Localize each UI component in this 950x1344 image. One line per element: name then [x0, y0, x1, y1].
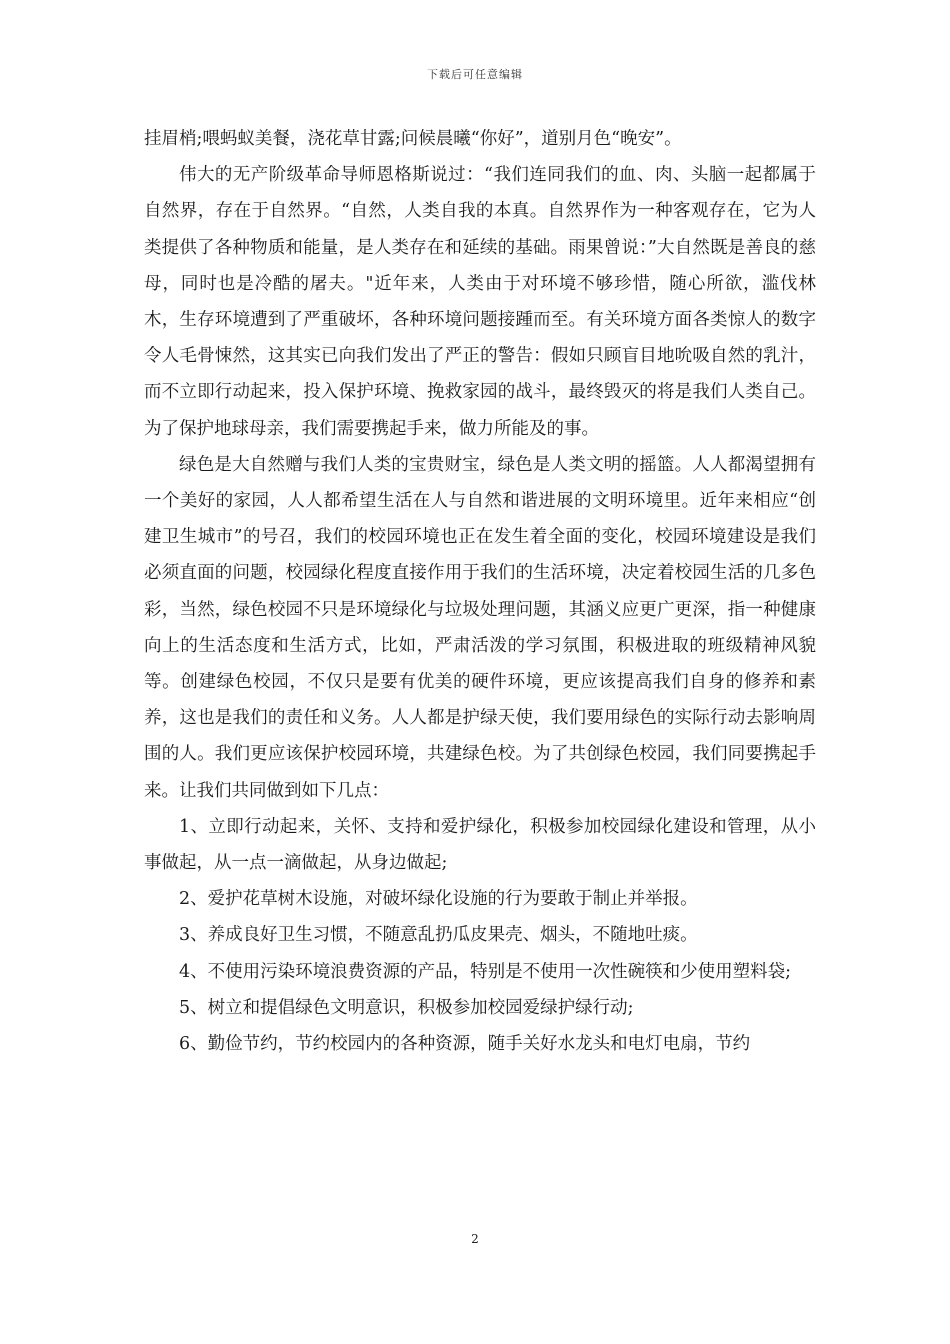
page-number: 2: [471, 1232, 479, 1246]
list-item-4: 4、不使用污染环境浪费资源的产品，特别是不使用一次性碗筷和少使用塑料袋;: [179, 961, 792, 982]
list-item-1: 1、立即行动起来，关怀、支持和爱护绿化，积极参加校园绿化建设和管理，从小事做起，从一点一滴做起，从身边做起;: [144, 816, 816, 874]
list-item-6: 6、勤俭节约，节约校园内的各种资源，随手关好水龙头和电灯电扇，节约: [179, 1034, 751, 1055]
page-header: 下载后可任意编辑: [427, 68, 523, 81]
paragraph-engels-quote: 伟大的无产阶级革命导师恩格斯说过：“我们连同我们的血、肉、头脑一起都属于自然界，存在于自然界。“自然，人类自我的本真。自然界作为一种客观存在，它为人类提供了各种物质和能量，是人类存在和延续的基础。雨果曾说：”大自然既是善良的慈母，同时也是冷酷的屠夫。"近年来，人类由于对环境不够珍惜，随心所欲，滥伐林木，生存环境遭到了严重破坏，各种环境问题接踵而至。有关环境方面各类惊人的数字令人毛骨悚然，这其实已向我们发出了严正的警告：假如只顾盲目地吮吸自然的乳汁，而不立即行动起来，投入保护环境、挽救家园的战斗，最终毁灭的将是我们人类自己。为了保护地球母亲，我们需要携起手来，做力所能及的事。: [144, 165, 816, 439]
paragraph-continuation: 挂眉梢;喂蚂蚁美餐，浇花草甘露;问候晨曦“你好”，道别月色“晚安”。: [144, 129, 682, 149]
list-item-3: 3、养成良好卫生习惯，不随意乱扔瓜皮果壳、烟头，不随地吐痰。: [179, 925, 698, 946]
paragraph-green-campus: 绿色是大自然赠与我们人类的宝贵财宝，绿色是人类文明的摇篮。人人都渴望拥有一个美好的家园，人人都希望生活在人与自然和谐进展的文明环境里。近年来相应“创建卫生城市”的号召，我们的校园环境也正在发生着全面的变化，校园环境建设是我们必须直面的问题，校园绿化程度直接作用于我们的生活环境，决定着校园生活的几多色彩，当然，绿色校园不只是环境绿化与垃圾处理问题，其涵义应更广更深，指一种健康向上的生活态度和生活方式，比如，严肃活泼的学习氛围，积极进取的班级精神风貌等。创建绿色校园，不仅只是要有优美的硬件环境，更应该提高我们自身的修养和素养，这也是我们的责任和义务。人人都是护绿天使，我们要用绿色的实际行动去影响周围的人。我们更应该保护校园环境，共建绿色校。为了共创绿色校园，我们同要携起手来。让我们共同做到如下几点：: [144, 454, 816, 801]
document-body: [144, 121, 816, 1062]
list-item-2: 2、爱护花草树木设施，对破坏绿化设施的行为要敢于制止并举报。: [179, 889, 698, 910]
list-item-5: 5、树立和提倡绿色文明意识，积极参加校园爱绿护绿行动;: [179, 997, 634, 1018]
